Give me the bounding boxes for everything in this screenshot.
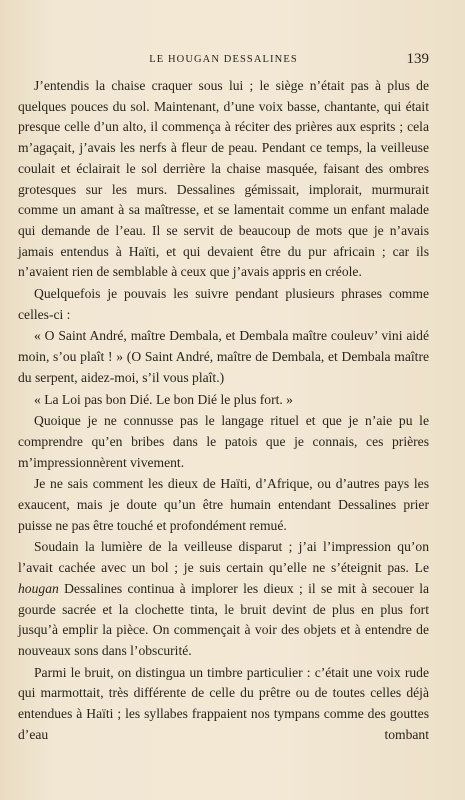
- paragraph: [18, 537, 429, 661]
- paragraph-text: Soudain la lumière de la veilleuse disparut ; j’ai l’impression qu’on l’avait cachée avec un bol ; je suis certain qu’elle ne s’éteignit pas. Le: [18, 539, 429, 576]
- paragraph: Je ne sais comment les dieux de Haïti, d’Afrique, ou d’autres pays les exaucent, mais je doute qu’un être humain entendant Dessalines prier puisse ne pas être touché et profondément remué.: [18, 476, 429, 533]
- paragraph: « O Saint André, maître Dembala, et Dembala maître couleuv’ vini aidé moin, s’ou plaît ! » (O Saint André, maître de Dembala, et Dembala maître du serpent, aidez-moi, s’il vous plaît.): [18, 328, 429, 385]
- paragraph: Parmi le bruit, on distingua un timbre particulier : c’était une voix rude qui marmottait, très différente de celle du prêtre ou de toutes celles déjà entendues à Haïti ; les syllabes frappaient nos tympans comme des gouttes d’eau tombant: [18, 664, 429, 742]
- page-number: 139: [406, 51, 429, 67]
- paragraph-text: Dessalines continua à implorer les dieux ; il se mit à secouer la gourde sacrée et la clochette tinta, le bruit devint de plus en plus fort jusqu’à emplir la pièce. On commençait à voir des objets et à entendre de nouveaux sons dans l’obscurité.: [18, 580, 429, 658]
- paragraph: « La Loi pas bon Dié. Le bon Dié le plus fort. »: [34, 391, 293, 407]
- paragraph: Quelquefois je pouvais les suivre pendant plusieurs phrases comme celles-ci :: [18, 286, 429, 322]
- running-head-title: LE HOUGAN DESSALINES: [149, 54, 298, 65]
- paragraph: Quoique je ne connusse pas le langage rituel et que je n’aie pu le comprendre qu’en bribes dans le patois que je connais, ces prières m’impressionnèrent vivement.: [18, 413, 429, 470]
- paragraph: J’entendis la chaise craquer sous lui ; le siège n’était pas à plus de quelques pouces du sol. Maintenant, d’une voix basse, chantante, qui était presque celle d’un alto, il commença à réciter des prières aux esprits ; cela m’agaçait, j’avais les nerfs à fleur de peau. Pendant ce temps, la veilleuse coulait et éclairait le sol derrière la chaise masquée, faisant des ombres grotesques sur les murs. Dessalines gémissait, implorait, murmurait comme un amant à sa maîtresse, et se lamentait comme un enfant malade qui demande de l’eau. Il se servit de beaucoup de mots que je n’avais jamais entendus à Haïti, et qui devaient être du pur africain ; car ils n’avaient rien de semblable à ceux que j’avais appris en créole.: [18, 78, 429, 280]
- body-text: [18, 76, 429, 746]
- running-head: [18, 51, 429, 71]
- italic-word: hougan: [18, 580, 59, 596]
